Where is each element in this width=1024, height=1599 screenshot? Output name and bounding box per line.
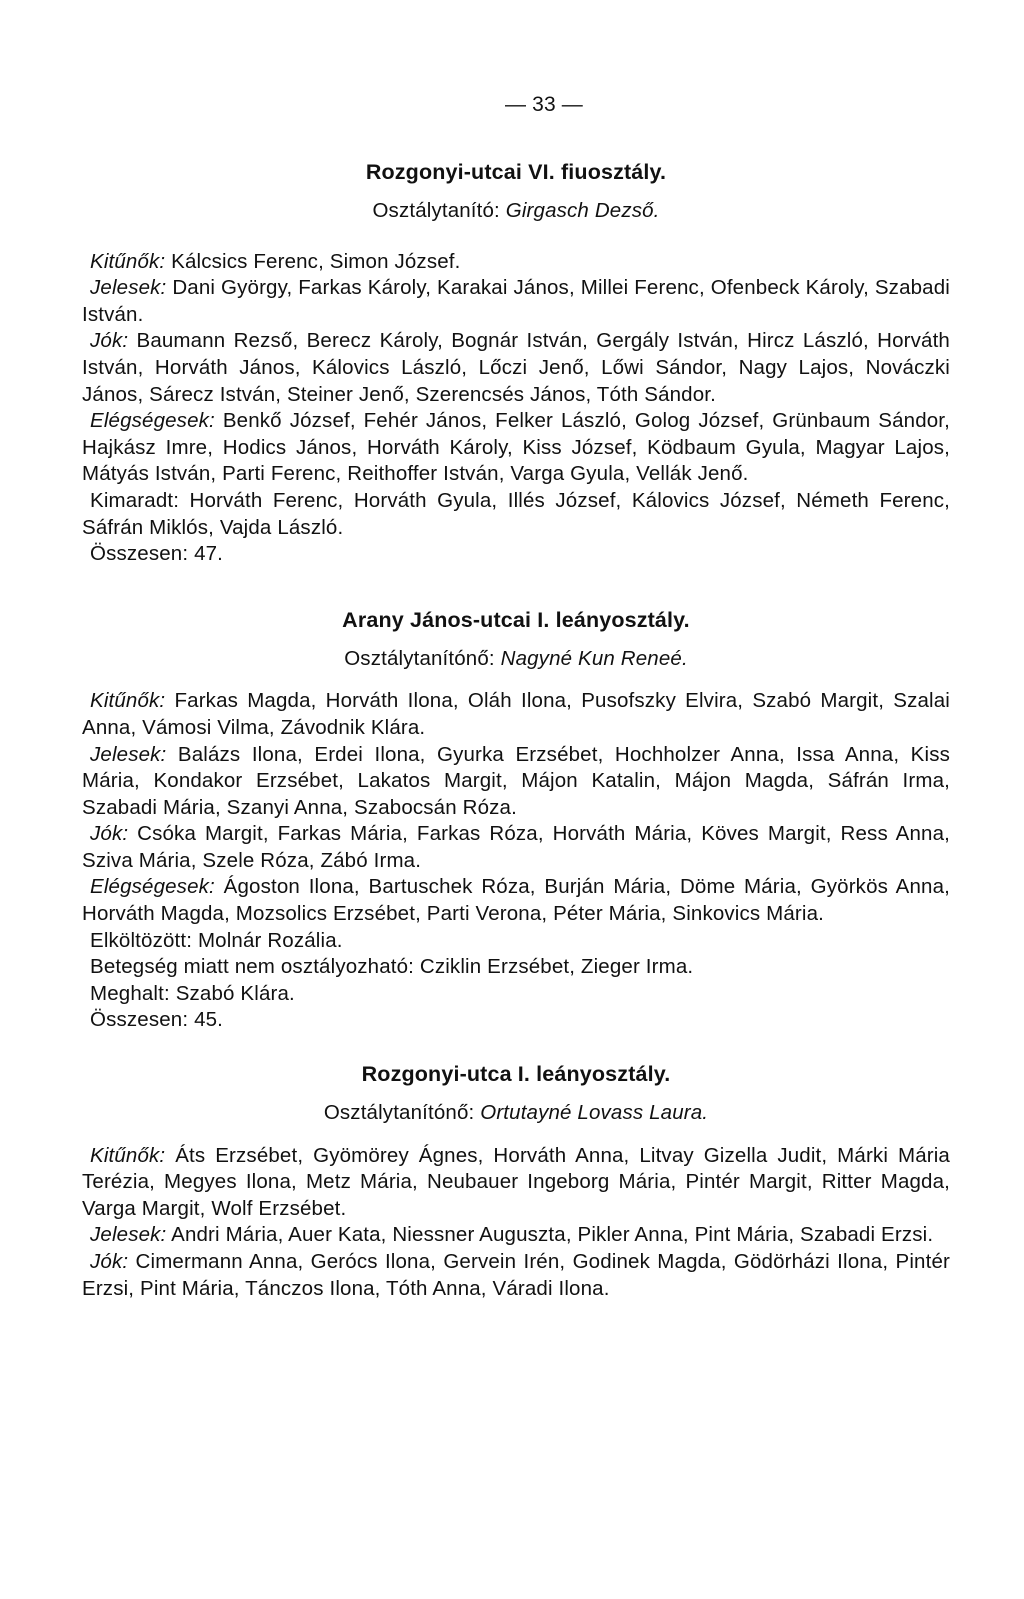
class-section-rozgonyi-vi-boys xyxy=(82,158,950,568)
total-value: 47. xyxy=(194,542,224,566)
section-title: Rozgonyi-utcai VI. fiuosztály. xyxy=(365,160,667,184)
grade-label: Jók: xyxy=(90,1250,129,1273)
grade-group-good xyxy=(82,1249,950,1302)
teacher-line xyxy=(82,198,950,225)
student-list: Farkas Magda, Horváth Ilona, Oláh Ilona, Pusofszky Elvira, Szabó Margit, Szalai Anna, Vámosi Vilma, Závodnik Klára. xyxy=(82,689,950,739)
document-page xyxy=(82,92,950,1302)
student-list: Horváth Ferenc, Horváth Gyula, Illés József, Kálovics József, Németh Ferenc, Sáfrán Miklós, Vajda László. xyxy=(82,488,950,539)
section-title: Rozgonyi-utca I. leányosztály. xyxy=(361,1062,671,1087)
student-list: Szabó Klára. xyxy=(175,981,295,1005)
grade-group-good xyxy=(82,821,950,874)
student-list: Áts Erzsébet, Gyömörey Ágnes, Horváth Anna, Litvay Gizella Judit, Márki Mária Terézia, Megyes Ilona, Metz Mária, Neubauer Ingeborg Mária, Pintér Margit, Ritter Magda, Varga Margit, Wolf Erzsébet. xyxy=(82,1143,950,1220)
status-label: Elköltözött: xyxy=(90,928,193,952)
deceased-line xyxy=(82,981,950,1008)
status-label: Betegség miatt nem osztályozható: xyxy=(90,955,415,979)
teacher-label: Osztálytanító: xyxy=(372,199,500,222)
teacher-label: Osztálytanítónő: xyxy=(344,646,495,670)
teacher-name: Girgasch Dezső. xyxy=(505,199,660,222)
total-value: 45. xyxy=(194,1008,224,1032)
teacher-line xyxy=(82,1100,950,1127)
grade-group-good xyxy=(82,328,950,408)
grade-label: Jelesek: xyxy=(90,1223,167,1247)
student-list: Benkő József, Fehér János, Felker László, Golog József, Grünbaum Sándor, Hajkász Imre, Hodics János, Horváth Károly, Kiss József, Ködbaum Gyula, Magyar Lajos, Mátyás István, Parti Ferenc, Reithoffer István, Varga Gyula, Vellák Jenő. xyxy=(82,409,950,486)
student-list: Ágoston Ilona, Bartuschek Róza, Burján Mária, Döme Mária, Györkös Anna, Horváth Magda, Mozsolics Erzsébet, Parti Verona, Péter Mária, Sinkovics Mária. xyxy=(82,875,950,926)
grade-label: Jók: xyxy=(90,822,129,846)
student-list: Andri Mária, Auer Kata, Niessner Auguszta, Pikler Anna, Pint Mária, Szabadi Erzsi. xyxy=(171,1223,934,1247)
not-graded-line xyxy=(82,954,950,981)
total-line xyxy=(82,1007,950,1034)
grade-group-sufficient xyxy=(82,408,950,488)
student-list: Csóka Margit, Farkas Mária, Farkas Róza, Horváth Mária, Köves Margit, Ress Anna, Sziva Mária, Szele Róza, Zábó Irma. xyxy=(82,822,950,872)
status-label: Kimaradt: xyxy=(90,488,180,512)
grade-label: Kitűnők: xyxy=(90,249,166,273)
grade-group-excellent xyxy=(82,1143,950,1223)
grade-label: Kitűnők: xyxy=(90,689,166,713)
student-list: Balázs Ilona, Erdei Ilona, Gyurka Erzsébet, Hochholzer Anna, Issa Anna, Kiss Mária, Kondakor Erzsébet, Lakatos Margit, Májon Katalin, Májon Magda, Sáfrán Irma, Szabadi Mária, Szanyi Anna, Szabocsán Róza. xyxy=(82,742,950,819)
grade-group-very-good xyxy=(82,1222,950,1249)
total-label: Összesen: xyxy=(90,1008,189,1032)
student-list: Cziklin Erzsébet, Zieger Irma. xyxy=(419,955,694,979)
status-label: Meghalt: xyxy=(90,981,170,1005)
class-section-rozgonyi-i-girls xyxy=(82,1060,950,1302)
grade-label: Elégségesek: xyxy=(90,409,215,433)
teacher-label: Osztálytanítónő: xyxy=(323,1101,475,1125)
total-line xyxy=(82,541,950,568)
grade-label: Kitűnők: xyxy=(90,1143,166,1167)
dropped-out-line xyxy=(82,488,950,541)
total-label: Összesen: xyxy=(90,542,189,566)
teacher-name: Nagyné Kun Reneé. xyxy=(500,646,688,670)
grade-label: Elégségesek: xyxy=(90,875,215,899)
teacher-name: Ortutayné Lovass Laura. xyxy=(480,1101,709,1125)
section-title: Arany János-utcai I. leányosztály. xyxy=(342,607,690,632)
grade-group-very-good xyxy=(82,275,950,328)
student-list: Cimermann Anna, Gerócs Ilona, Gervein Irén, Godinek Magda, Gödörházi Ilona, Pintér Erzsi, Pint Mária, Tánczos Ilona, Tóth Anna, Váradi Ilona. xyxy=(82,1250,950,1300)
teacher-line xyxy=(82,646,950,673)
student-list: Kálcsics Ferenc, Simon József. xyxy=(171,249,461,273)
student-list: Molnár Rozália. xyxy=(197,928,343,952)
grade-group-excellent xyxy=(82,249,950,276)
student-list: Baumann Rezső, Berecz Károly, Bognár István, Gergály István, Hircz László, Horváth István, Horváth János, Kálovics László, Lőczi Jenő, Lőwi Sándor, Nagy Lajos, Nováczki János, Sárecz István, Steiner Jenő, Szerencsés János, Tóth Sándor. xyxy=(82,329,950,406)
grade-label: Jelesek: xyxy=(90,276,167,300)
class-section-arany-janos-i-girls xyxy=(82,606,950,1034)
grade-label: Jelesek: xyxy=(90,742,167,766)
page-number: — 33 — xyxy=(505,93,583,116)
grade-group-excellent xyxy=(82,688,950,741)
moved-away-line xyxy=(82,928,950,955)
student-list: Dani György, Farkas Károly, Karakai János, Millei Ferenc, Ofenbeck Károly, Szabadi István. xyxy=(82,276,950,326)
grade-group-very-good xyxy=(82,742,950,822)
grade-group-sufficient xyxy=(82,874,950,927)
grade-label: Jók: xyxy=(90,329,129,353)
